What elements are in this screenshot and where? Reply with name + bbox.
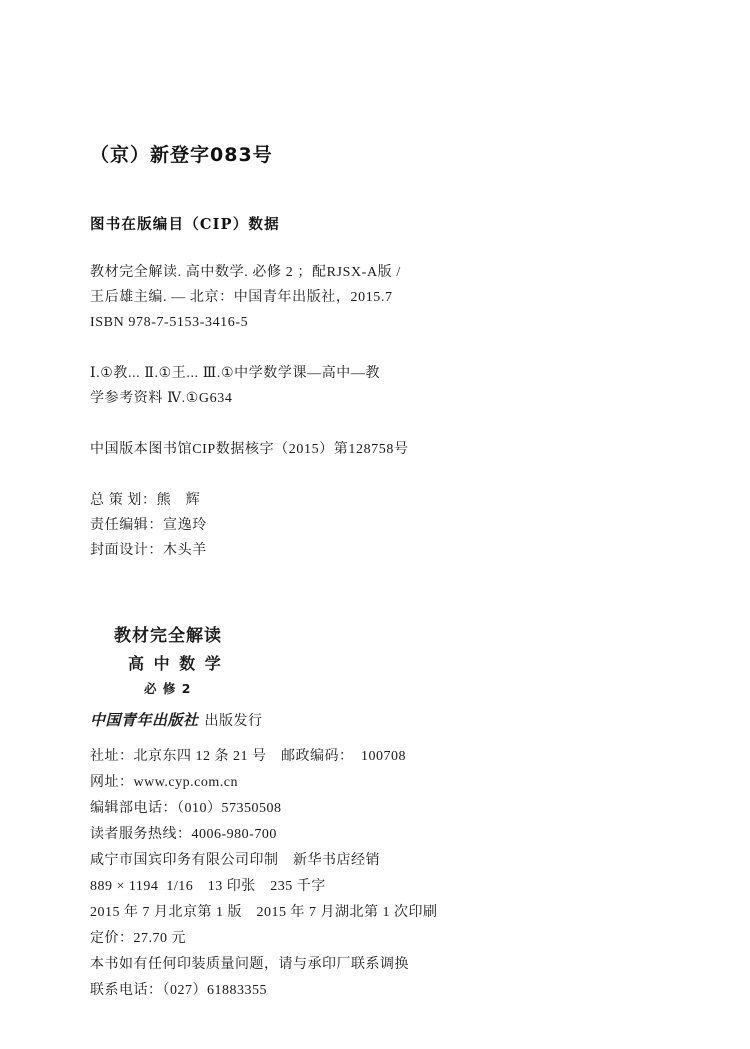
imprint-contact-phone: 联系电话：（027）61883355 bbox=[90, 983, 267, 998]
cip-entry bbox=[90, 260, 650, 335]
imprint-printer: 咸宁市国宾印务有限公司印制 新华书店经销 bbox=[90, 853, 380, 868]
imprint-details bbox=[90, 744, 650, 1004]
cip-heading: 图书在版编目（CIP）数据 bbox=[90, 216, 280, 233]
cip-entry-line: ISBN 978-7-5153-3416-5 bbox=[90, 315, 249, 330]
cip-number-line: 中国版本图书馆CIP数据核字（2015）第128758号 bbox=[90, 442, 409, 457]
cip-record-number bbox=[90, 437, 650, 462]
imprint-format: 889 × 1194 1/16 13 印张 235 千字 bbox=[90, 879, 326, 894]
cip-entry-line: 王后雄主编. — 北京：中国青年出版社，2015.7 bbox=[90, 290, 393, 305]
publisher-line bbox=[90, 709, 650, 730]
imprint-price: 定价：27.70 元 bbox=[90, 931, 186, 946]
registration-number: （京）新登字083号 bbox=[90, 144, 273, 166]
imprint-website: 网址：www.cyp.com.cn bbox=[90, 775, 238, 790]
publisher-action: 出版发行 bbox=[204, 714, 263, 729]
imprint-service-hotline: 读者服务热线：4006-980-700 bbox=[90, 827, 277, 842]
staff-credits bbox=[90, 488, 650, 563]
classification-line: Ⅰ.①教... Ⅱ.①王... Ⅲ.①中学数学课—高中—教 bbox=[90, 366, 381, 381]
staff-line-planner: 总 策 划：熊 辉 bbox=[90, 493, 201, 508]
classification-line: 学参考资料 Ⅳ.①G634 bbox=[90, 391, 233, 406]
imprint-address: 社址：北京东四 12 条 21 号 邮政编码： 100708 bbox=[90, 749, 406, 764]
cip-entry-line: 教材完全解读. 高中数学. 必修 2 ；配RJSX-A版 / bbox=[90, 265, 401, 280]
page-content bbox=[90, 140, 650, 1004]
book-subtitle: 高 中 数 学 bbox=[128, 654, 223, 673]
cip-classification bbox=[90, 361, 650, 411]
imprint-editorial-phone: 编辑部电话：（010）57350508 bbox=[90, 801, 282, 816]
publisher-logo: 中国青年出版社 bbox=[90, 711, 199, 729]
book-volume: 必 修 2 bbox=[144, 681, 192, 696]
book-title: 教材完全解读 bbox=[114, 626, 222, 646]
imprint-quality-note: 本书如有任何印装质量问题，请与承印厂联系调换 bbox=[90, 957, 409, 972]
staff-line-cover-designer: 封面设计：木头羊 bbox=[90, 543, 207, 558]
staff-line-editor: 责任编辑：宣逸玲 bbox=[90, 518, 207, 533]
colophon-title-block bbox=[90, 621, 650, 697]
imprint-print-run: 2015 年 7 月北京第 1 版 2015 年 7 月湖北第 1 次印刷 bbox=[90, 905, 438, 920]
